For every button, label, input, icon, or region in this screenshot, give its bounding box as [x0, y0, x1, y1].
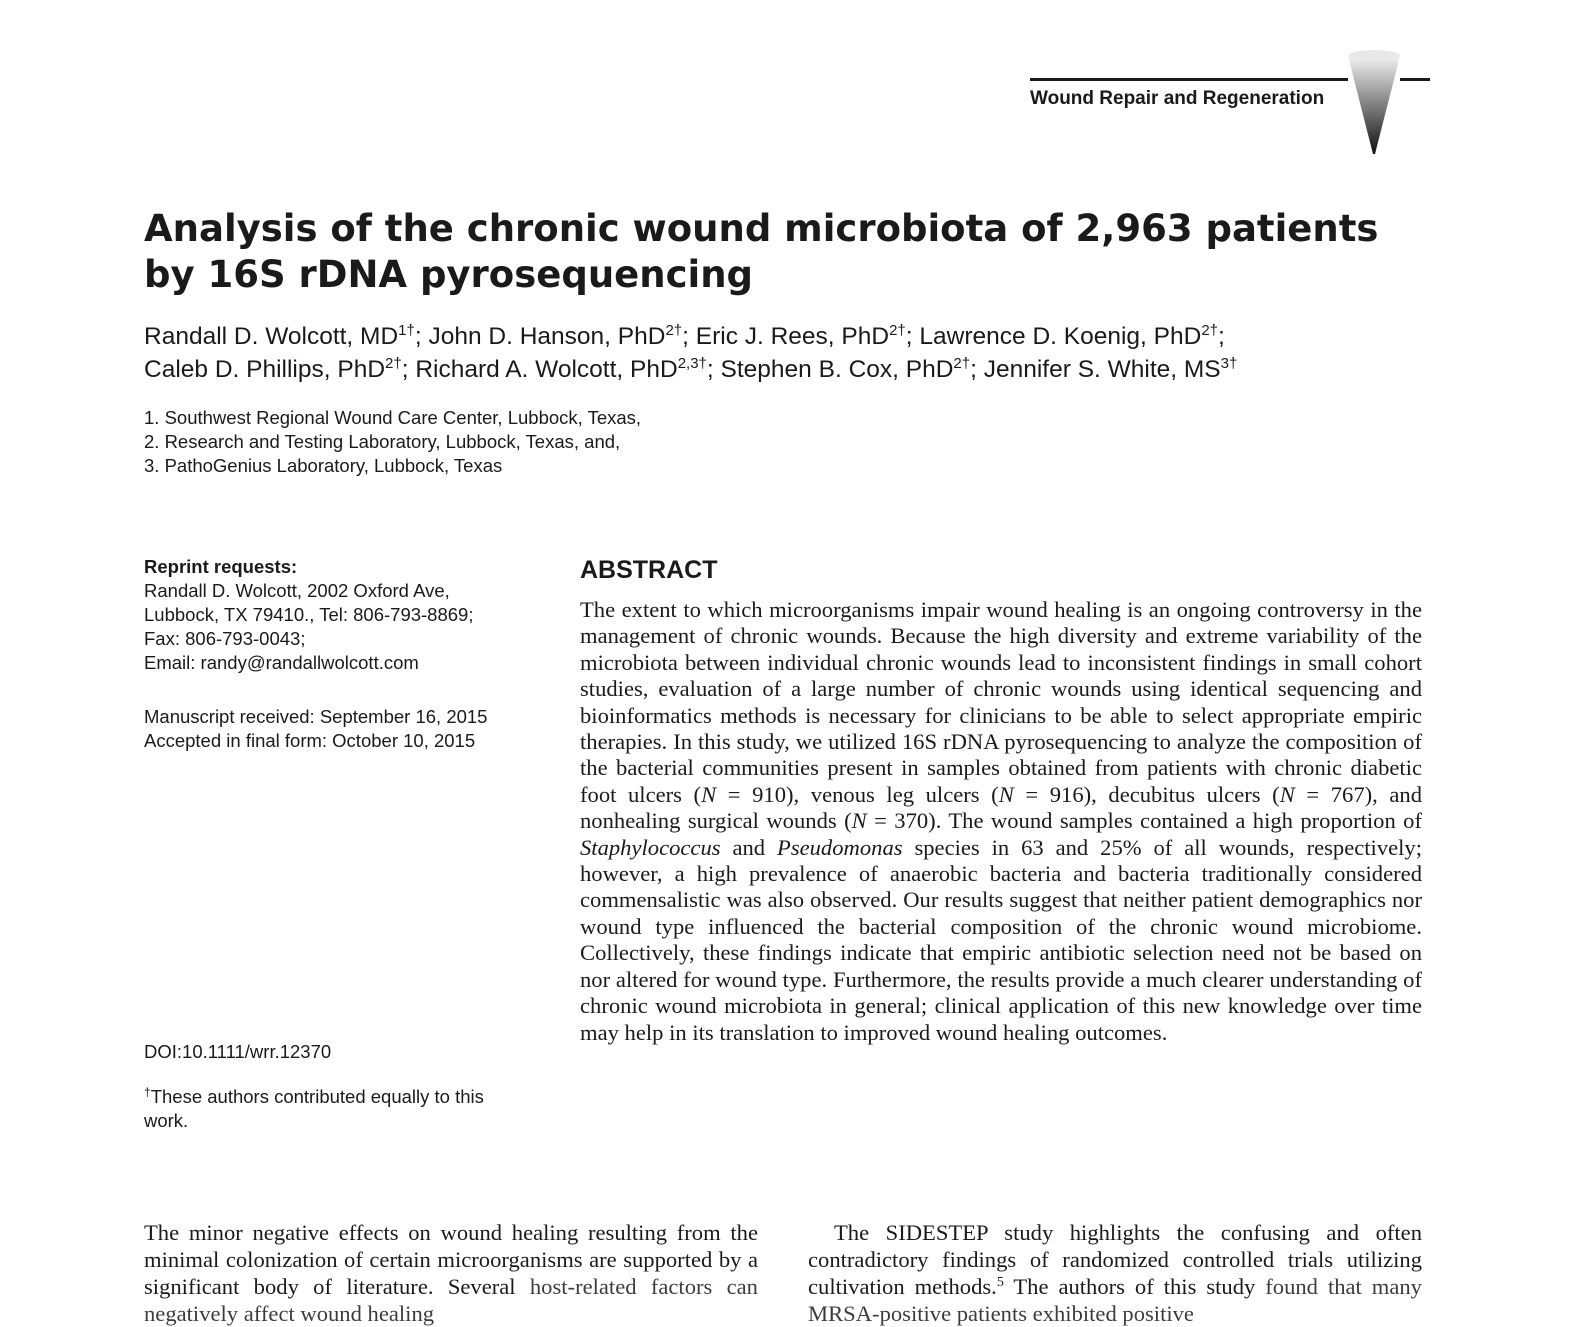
n-symbol: N [701, 781, 717, 807]
author-name: Jennifer S. White, MS [983, 356, 1221, 383]
abstract-text [580, 597, 1422, 1046]
affiliation-item: 2. Research and Testing Laboratory, Lubbock, Texas, and, [144, 431, 621, 452]
author-separator: ; [706, 356, 721, 383]
accepted-date: Accepted in final form: October 10, 2015 [144, 730, 476, 751]
title-line-1: Analysis of the chronic wound microbiota of 2,963 patients [144, 207, 1379, 250]
affiliation-list [144, 406, 764, 478]
author-mark: 2† [385, 355, 402, 372]
reference-mark: 5 [996, 1275, 1004, 1290]
genus-name: Pseudomonas [777, 834, 903, 860]
author-separator: ; [905, 323, 920, 350]
inverted-triangle-gradient-icon [1344, 48, 1404, 158]
reprint-line: Randall D. Wolcott, 2002 Oxford Ave, [144, 580, 450, 601]
manuscript-dates [144, 705, 544, 753]
body-text-cut: found that many MRSA-positive patients exhibited positive [808, 1274, 1422, 1326]
author-name: Eric J. Rees, PhD [695, 323, 890, 350]
footnote-text: These authors contributed equally to this work. [144, 1086, 484, 1131]
body-text: The minor negative effects on wound healing resulting from the minimal colonization of certain microorganisms are supported by a significant body of literature. Several [144, 1220, 758, 1299]
author-mark: 2† [1201, 322, 1218, 339]
body-paragraph [808, 1219, 1422, 1327]
body-text: The authors of this study [1003, 1274, 1256, 1299]
abstract-part: = 916), decubitus ulcers ( [1013, 781, 1280, 807]
journal-name: Wound Repair and Regeneration [1030, 88, 1325, 109]
article-title [144, 206, 1434, 298]
author-mark: 2,3† [677, 355, 707, 372]
affiliation-item: 3. PathoGenius Laboratory, Lubbock, Texas [144, 455, 503, 476]
author-mark: 2† [665, 322, 683, 339]
reprint-line: Fax: 806-793-0043; [144, 628, 306, 649]
journal-header [1030, 78, 1430, 160]
author-name: John D. Hanson, PhD [428, 323, 666, 350]
abstract-part: and [720, 834, 778, 860]
author-mark: 2† [889, 322, 906, 339]
received-date: Manuscript received: September 16, 2015 [144, 706, 488, 727]
doi: DOI:10.1111/wrr.12370 [144, 1041, 332, 1062]
author-separator: ; [414, 323, 429, 350]
equal-contribution-footnote [144, 1085, 529, 1133]
reprint-line: Lubbock, TX 79410., Tel: 806-793-8869; [144, 604, 474, 625]
reprint-email: Email: randy@randallwolcott.com [144, 652, 419, 673]
n-symbol: N [998, 781, 1014, 807]
author-line-1 [144, 320, 1444, 353]
author-line-2 [144, 353, 1444, 386]
abstract-part: The extent to which microorganisms impair wound healing is an ongoing controversy in the management of chronic wounds. Because the high diversity and extreme variability of the microbiota between individual chronic wounds lead to inconsistent findings in small cohort studies, evaluation of a large number of chronic wounds using identical sequencing and bioinformatics methods is necessary for clinicians to be able to select appropriate empiric therapies. In this study, we utilized 16S rDNA pyrosequencing to analyze the composition of the bacterial communities present in samples obtained from patients with chronic diabetic foot ulcers ( [580, 597, 1422, 807]
author-separator: ; [682, 323, 696, 350]
footnote-mark: † [144, 1085, 151, 1099]
n-symbol: N [1279, 781, 1295, 807]
author-name: Caleb D. Phillips, PhD [144, 356, 386, 383]
author-name: Stephen B. Cox, PhD [720, 356, 954, 383]
affiliation-item: 1. Southwest Regional Wound Care Center, Lubbock, Texas, [144, 407, 642, 428]
header-rule-left [1030, 78, 1348, 81]
author-name: Lawrence D. Koenig, PhD [919, 323, 1202, 350]
author-separator: ; [401, 356, 416, 383]
abstract-part: = 370). The wound samples contained a high proportion of [866, 808, 1422, 834]
author-separator: ; [970, 356, 984, 383]
author-mark: 3† [1220, 355, 1238, 372]
author-name: Randall D. Wolcott, MD [144, 323, 399, 350]
body-text-cut: host-related factors can negatively affect wound healing [144, 1274, 758, 1326]
title-line-2: by 16S rDNA pyrosequencing [144, 253, 754, 296]
abstract-heading: ABSTRACT [580, 556, 718, 584]
body-column-left [144, 1219, 758, 1327]
author-list [144, 320, 1444, 386]
header-rule-right [1400, 78, 1430, 81]
author-separator: ; [1218, 323, 1225, 350]
reprint-heading: Reprint requests: [144, 556, 298, 577]
author-mark: 1† [398, 322, 415, 339]
abstract-part: species in 63 and 25% of all wounds, respectively; however, a high prevalence of anaerobic bacteria and bacteria traditionally considered commensalistic was also observed. Our results suggest that neither patient demographics nor wound type influenced the bacterial composition of the chronic wound microbiome. Collectively, these findings indicate that empiric antibiotic selection need not be based on nor altered for wound type. Furthermore, the results provide a much clearer understanding of chronic wound microbiota in general; clinical application of this new knowledge over time may help in its translation to improved wound healing outcomes. [580, 834, 1423, 1045]
body-text: The SIDESTEP study highlights the confusing and often contradictory findings of randomized controlled trials utilizing cultivation methods. [808, 1220, 1422, 1299]
author-name: Richard A. Wolcott, PhD [415, 356, 678, 383]
genus-name: Staphylococcus [580, 834, 721, 860]
body-column-right [808, 1219, 1422, 1327]
abstract-part: = 910), venous leg ulcers ( [716, 781, 999, 807]
author-mark: 2† [953, 355, 971, 372]
n-symbol: N [851, 808, 867, 834]
abstract-part: = 767), and nonhealing surgical wounds ( [580, 781, 1423, 834]
reprint-requests [144, 555, 544, 675]
